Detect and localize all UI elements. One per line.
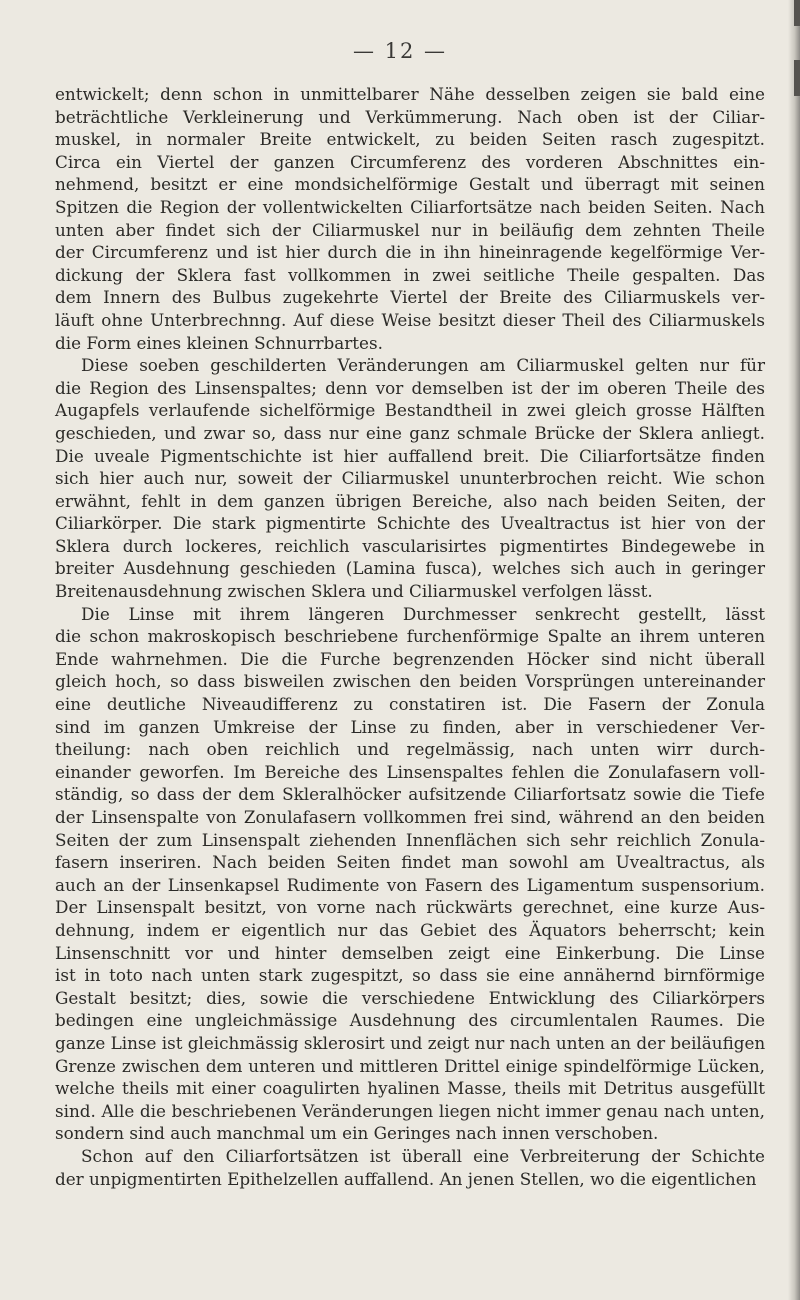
text-line: Die uveale Pigmentschichte ist hier auffallend breit. Die Ciliarfortsätze finden <box>55 445 765 466</box>
text-line: der unpigmentirten Epithelzellen auffallend. An jenen Stellen, wo die eigentlichen <box>55 1168 757 1189</box>
text-line: dehnung, indem er eigentlich nur das Gebiet des Äquators beherrscht; kein <box>55 919 765 940</box>
text-line: nehmend, besitzt er eine mondsichelförmige Gestalt und überragt mit seinen <box>55 174 765 195</box>
text-line: geschieden, und zwar so, dass nur eine ganz schmale Brücke der Sklera anliegt. <box>55 422 765 443</box>
text-line: beträchtliche Verkleinerung und Verkümmerung. Nach oben ist der Ciliar- <box>55 106 765 127</box>
text-line: Grenze zwischen dem unteren und mittleren Drittel einige spindelförmige Lücken, <box>55 1055 765 1076</box>
text-line: sich hier auch nur, soweit der Ciliarmuskel ununterbrochen reicht. Wie schon <box>55 468 765 489</box>
text-line: Breitenausdehnung zwischen Sklera und Ciliarmuskel verfolgen lässt. <box>55 581 653 602</box>
text-line: sondern sind auch manchmal um ein Geringes nach innen verschoben. <box>55 1123 659 1144</box>
text-line: Circa ein Viertel der ganzen Circumferenz des vorderen Abschnittes ein- <box>55 151 765 172</box>
text-line: breiter Ausdehnung geschieden (Lamina fusca), welches sich auch in geringer <box>55 558 765 579</box>
text-line: Linsenschnitt vor und hinter demselben zeigt eine Einkerbung. Die Linse <box>55 942 765 963</box>
text-line: unten aber findet sich der Ciliarmuskel nur in beiläufig dem zehnten Theile <box>55 219 765 240</box>
text-line: die Form eines kleinen Schnurrbartes. <box>55 332 383 353</box>
text-line: Spitzen die Region der vollentwickelten Ciliarfortsätze nach beiden Seiten. Nach <box>55 196 765 217</box>
text-line: bedingen eine ungleichmässige Ausdehnung des circumlentalen Raumes. Die <box>55 1010 765 1031</box>
text-line: gleich hoch, so dass bisweilen zwischen den beiden Vorsprüngen untereinander <box>55 671 765 692</box>
text-line: dickung der Sklera fast vollkommen in zwei seitliche Theile gespalten. Das <box>55 264 765 285</box>
text-line: Sklera durch lockeres, reichlich vascularisirtes pigmentirtes Bindegewebe in <box>55 535 765 556</box>
text-line: Gestalt besitzt; dies, sowie die verschiedene Entwicklung des Ciliarkörpers <box>55 987 765 1008</box>
text-line: Seiten der zum Linsenspalt ziehenden Innenflächen sich sehr reichlich Zonula- <box>55 829 765 850</box>
text-line: welche theils mit einer coagulirten hyalinen Masse, theils mit Detritus ausgefüllt <box>55 1078 765 1099</box>
page-edge-shadow <box>788 0 800 1300</box>
body-text <box>55 83 765 1190</box>
text-line: ganze Linse ist gleichmässig sklerosirt und zeigt nur nach unten an der beiläufigen <box>55 1032 766 1053</box>
text-line: Augapfels verlaufende sichelförmige Bestandtheil in zwei gleich grosse Hälften <box>55 400 765 421</box>
text-line: einander geworfen. Im Bereiche des Linsenspaltes fehlen die Zonulafasern voll- <box>55 761 765 782</box>
text-line: eine deutliche Niveaudifferenz zu constatiren ist. Die Fasern der Zonula <box>55 694 765 715</box>
text-line: Schon auf den Ciliarfortsätzen ist überall eine Verbreiterung der Schichte <box>81 1145 765 1166</box>
edge-mark <box>794 60 800 96</box>
text-line: sind. Alle die beschriebenen Veränderungen liegen nicht immer genau nach unten, <box>55 1100 765 1121</box>
text-line: muskel, in normaler Breite entwickelt, zu beiden Seiten rasch zugespitzt. <box>55 129 765 150</box>
text-line: Diese soeben geschilderten Veränderungen am Ciliarmuskel gelten nur für <box>81 355 765 376</box>
text-line: Die Linse mit ihrem längeren Durchmesser senkrecht gestellt, lässt <box>81 603 765 624</box>
paragraph <box>55 1145 765 1190</box>
text-line: Der Linsenspalt besitzt, von vorne nach rückwärts gerechnet, eine kurze Aus- <box>55 897 765 918</box>
text-line: entwickelt; denn schon in unmittelbarer Nähe desselben zeigen sie bald eine <box>55 84 765 104</box>
text-line: die Region des Linsenspaltes; denn vor demselben ist der im oberen Theile des <box>55 377 765 398</box>
paragraph <box>55 83 765 354</box>
text-line: der Circumferenz und ist hier durch die in ihn hineinragende kegelförmige Ver- <box>55 242 765 263</box>
text-line: fasern inseriren. Nach beiden Seiten findet man sowohl am Uvealtractus, als <box>55 852 765 873</box>
text-line: Ende wahrnehmen. Die die Furche begrenzenden Höcker sind nicht überall <box>55 648 765 669</box>
text-line: theilung: nach oben reichlich und regelmässig, nach unten wirr durch- <box>55 739 765 760</box>
text-line: läuft ohne Unterbrechnng. Auf diese Weise besitzt dieser Theil des Ciliarmuskels <box>55 309 765 330</box>
text-line: ständig, so dass der dem Skleralhöcker aufsitzende Ciliarfortsatz sowie die Tiefe <box>55 784 765 805</box>
page-number: — 12 — <box>352 39 448 63</box>
text-line: Ciliarkörper. Die stark pigmentirte Schichte des Uvealtractus ist hier von der <box>55 513 765 534</box>
text-line: erwähnt, fehlt in dem ganzen übrigen Bereiche, also nach beiden Seiten, der <box>55 490 765 511</box>
text-line: sind im ganzen Umkreise der Linse zu finden, aber in verschiedener Ver- <box>55 716 765 737</box>
text-line: der Linsenspalte von Zonulafasern vollkommen frei sind, während an den beiden <box>55 807 765 827</box>
paragraph <box>55 354 765 603</box>
edge-mark <box>794 0 800 26</box>
paragraph <box>55 603 765 1145</box>
text-line: die schon makroskopisch beschriebene furchenförmige Spalte an ihrem unteren <box>55 626 765 647</box>
text-line: auch an der Linsenkapsel Rudimente von Fasern des Ligamentum suspensorium. <box>55 874 765 895</box>
text-line: ist in toto nach unten stark zugespitzt, so dass sie eine annähernd birnförmige <box>55 965 765 986</box>
text-line: dem Innern des Bulbus zugekehrte Viertel der Breite des Ciliarmuskels ver- <box>55 287 765 308</box>
